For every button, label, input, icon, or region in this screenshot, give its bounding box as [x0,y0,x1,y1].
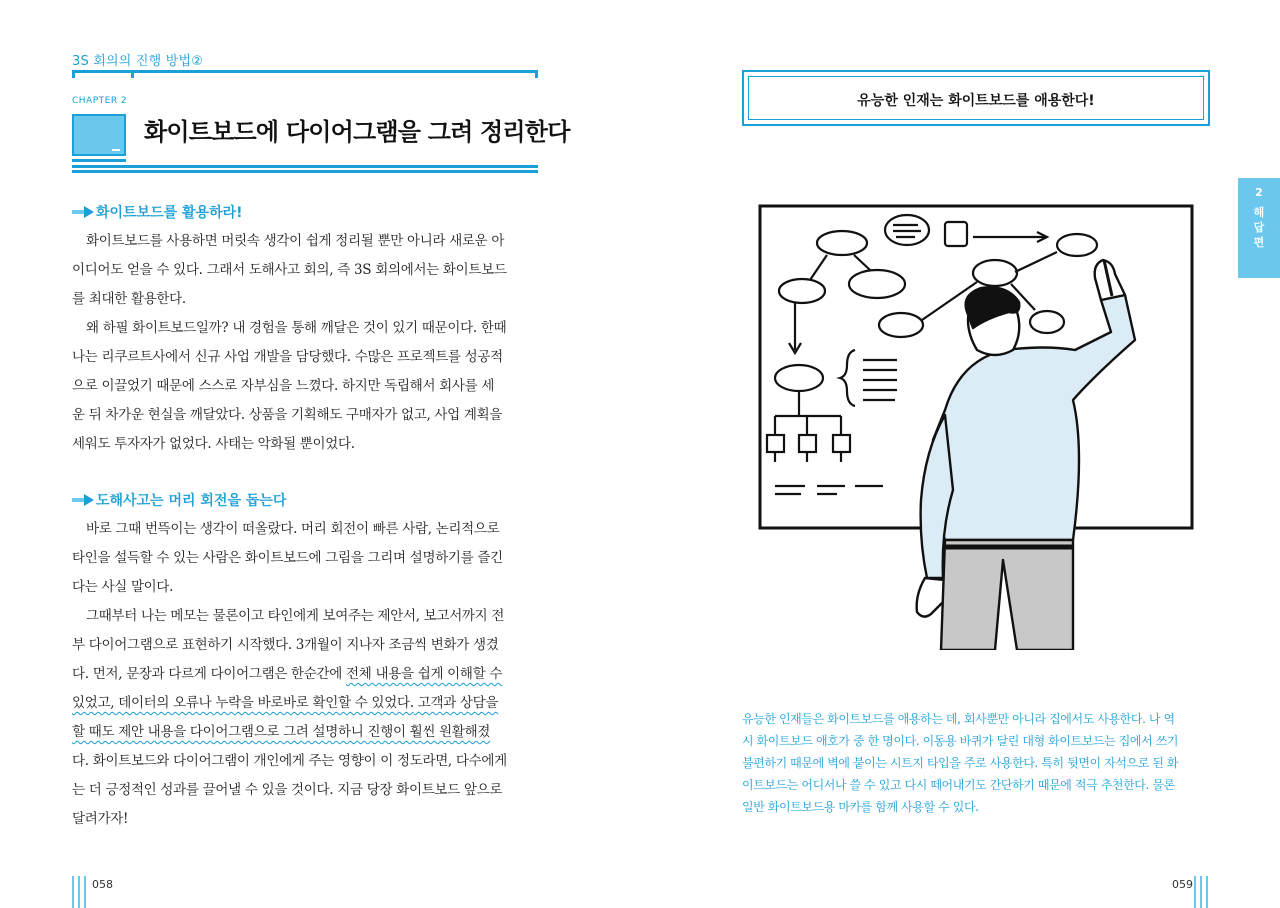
chapter-side-tab[interactable] [1238,178,1280,278]
body-line: 타인을 설득할 수 있는 사람은 화이트보드에 그림을 그리며 설명하기를 즐긴 [72,550,503,566]
body-line [72,694,540,712]
body-line: 를 최대한 활용한다. [72,291,186,307]
body-line: 운 뒤 차가운 현실을 깨달았다. 상품을 기획해도 구매자가 없고, 사업 계획을 [72,407,503,423]
title-rule [72,165,538,173]
section1-heading-text: 화이트보드를 활용하라! [96,205,243,221]
side-tab-char: 편 [1253,236,1265,249]
page-number: 059 [1172,878,1193,891]
highlighted-text: 고객과 상담을 [413,695,499,711]
side-tab-char: 답 [1253,221,1265,234]
caption-line: 유능한 인재들은 화이트보드를 애용하는 데, 회사뿐만 아니라 집에서도 사용한다. 나 역 [742,712,1175,726]
highlighted-text: 전체 내용을 쉽게 이해할 수 [346,666,503,682]
callout-box [742,70,1210,126]
side-tab-char: 해 [1253,206,1265,219]
section2-heading-text: 도해사고는 머리 회전을 돕는다 [96,493,287,509]
callout-text: 유능한 인재는 화이트보드를 애용한다! [857,93,1095,109]
highlighted-text: 할 때도 제안 내용을 다이어그램으로 그려 설명하니 진행이 훨씬 원활해졌 [72,724,491,740]
whiteboard-icon [72,114,126,156]
body-line: 으로 이끌었기 때문에 스스로 자부심을 느꼈다. 하지만 독립해서 회사를 세 [72,378,495,394]
body-line: 다. 화이트보드와 다이어그램이 개인에게 주는 영향이 이 정도라면, 다수에게 [72,753,507,769]
body-line: 왜 하필 화이트보드일까? 내 경험을 통해 깨달은 것이 있기 때문이다. 한때 [86,320,507,336]
section2-heading [72,490,286,510]
body-line: 다는 사실 말이다. [72,579,174,595]
body-line: 화이트보드를 사용하면 머릿속 생각이 쉽게 정리될 뿐만 아니라 새로운 아 [86,233,505,249]
page-title: 화이트보드에 다이어그램을 그려 정리한다 [144,118,570,146]
whiteboard-illustration [755,200,1215,650]
header-rule-tick [131,70,134,78]
body-line: 는 더 긍정적인 성과를 끌어낼 수 있을 것이다. 지금 당장 화이트보드 앞으로 [72,782,503,798]
page-number: 058 [92,878,113,891]
body-line [72,723,540,741]
body-line: 그때부터 나는 메모는 물론이고 타인에게 보여주는 제안서, 보고서까지 전 [86,608,505,624]
caption-line: 이트보드는 어디서나 쓸 수 있고 다시 떼어내기도 간단하기 때문에 적극 추천한다. 물론 [742,778,1175,792]
body-line [72,665,540,683]
series-label: 3S 회의의 진행 방법② [72,54,204,69]
body-text: 다. 먼저, 문장과 다르게 다이어그램은 한순간에 [72,666,347,682]
caption-line: 일반 화이트보드용 마카를 함께 사용할 수 있다. [742,800,979,814]
folio-marker [1194,876,1208,908]
body-line: 나는 리쿠르트사에서 신규 사업 개발을 담당했다. 수많은 프로젝트를 성공적 [72,349,503,365]
arrow-icon [72,493,94,507]
section1-heading [72,202,243,222]
body-line: 부 다이어그램으로 표현하기 시작했다. 3개월이 지나자 조금씩 변화가 생겼 [72,637,499,653]
caption-line: 불편하기 때문에 벽에 붙이는 시트지 타입을 주로 사용한다. 특히 뒷면이 자석으로 된 화 [742,756,1179,770]
caption-line: 시 화이트보드 애호가 중 한 명이다. 이동용 바퀴가 달린 대형 화이트보드는 집에서 쓰기 [742,734,1179,748]
header-rule [72,70,538,78]
folio-marker [72,876,86,908]
body-line: 바로 그때 번뜩이는 생각이 떠올랐다. 머리 회전이 빠른 사람, 논리적으로 [86,521,500,537]
side-tab-number: 2 [1255,186,1263,199]
body-line: 이디어도 얻을 수 있다. 그래서 도해사고 회의, 즉 3S 회의에서는 화이트보드 [72,262,507,278]
body-line: 달려가자! [72,811,129,827]
arrow-icon [72,205,94,219]
body-line: 세워도 투자자가 없었다. 사태는 악화될 뿐이었다. [72,436,355,452]
highlighted-text: 있었고, 데이터의 오류나 누락을 바로바로 확인할 수 있었다. [72,695,414,711]
chapter-label: CHAPTER 2 [72,96,128,106]
right-page [640,0,1280,908]
